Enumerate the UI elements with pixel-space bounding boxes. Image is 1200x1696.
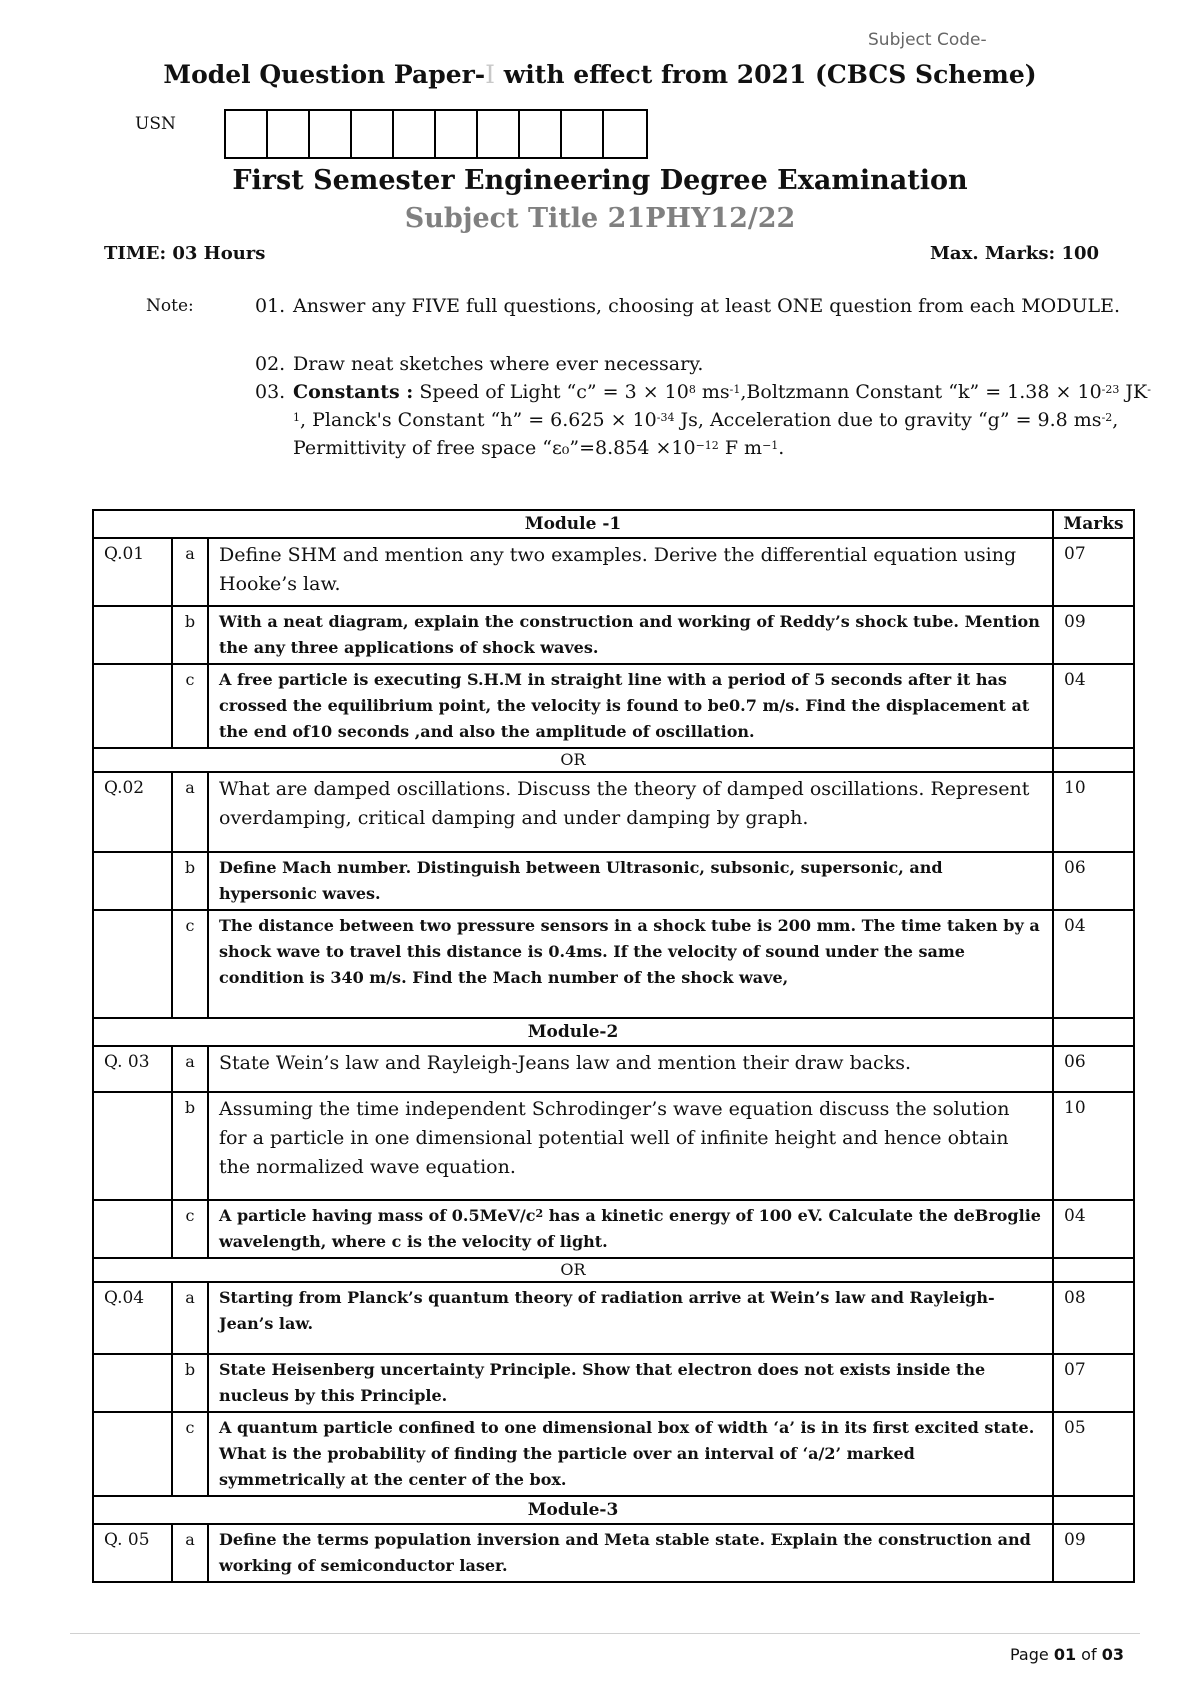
constant-gravity: Js, Acceleration due to gravity “g” = 9.8 ms (674, 409, 1102, 431)
question-marks: 07 (1053, 1354, 1134, 1412)
module-1-heading: Module -1 (93, 510, 1053, 538)
usn-digit-box (268, 111, 310, 157)
note-item-1 (255, 292, 1155, 320)
constant-boltzmann: ,Boltzmann Constant “k” = 1.38 × 10 (740, 381, 1102, 403)
page-current: 01 (1053, 1645, 1077, 1664)
marks-header-empty (1053, 1018, 1134, 1046)
marks-header-empty (1053, 1496, 1134, 1524)
question-number-empty (93, 1092, 172, 1200)
paper-title-pipe: I (485, 60, 496, 89)
question-marks: 05 (1053, 1412, 1134, 1496)
constant-speed-of-light: Speed of Light “c” = 3 × 10 (413, 381, 689, 403)
table-row (93, 1282, 1134, 1354)
table-row (93, 1200, 1134, 1258)
marks-header: Marks (1053, 510, 1134, 538)
module-3-heading: Module-3 (93, 1496, 1053, 1524)
question-number-empty (93, 852, 172, 910)
unit-text: JK (1119, 381, 1148, 403)
superscript: -1 (293, 383, 1151, 424)
usn-digit-box (562, 111, 604, 157)
question-part: a (172, 538, 208, 606)
question-marks: 09 (1053, 606, 1134, 664)
usn-digit-box (604, 111, 646, 157)
question-part: b (172, 606, 208, 664)
paper-title-part1: Model Question Paper- (163, 60, 486, 89)
table-row (93, 606, 1134, 664)
question-part: a (172, 1046, 208, 1092)
constants-label: Constants : (293, 381, 414, 403)
max-marks: Max. Marks: 100 (930, 243, 1100, 264)
exam-title: First Semester Engineering Degree Examination (232, 165, 968, 196)
module-2-heading: Module-2 (93, 1018, 1053, 1046)
usn-digit-box (352, 111, 394, 157)
unit-text: ms (695, 381, 730, 403)
table-row (93, 772, 1134, 852)
usn-digit-box (310, 111, 352, 157)
or-marks-empty (1053, 1258, 1134, 1282)
question-number-empty (93, 1200, 172, 1258)
paper-title (0, 60, 1200, 89)
note-item-3 (255, 378, 1155, 462)
question-part: b (172, 852, 208, 910)
question-number: Q. 03 (93, 1046, 172, 1092)
note-item-3-text (293, 378, 1155, 462)
table-row (93, 538, 1134, 606)
superscript: -1 (729, 383, 741, 396)
question-number: Q. 05 (93, 1524, 172, 1582)
question-text: State Heisenberg uncertainty Principle. Show that electron does not exists inside the nucleus by this Principle. (208, 1354, 1053, 1412)
question-marks: 06 (1053, 852, 1134, 910)
question-marks: 04 (1053, 664, 1134, 748)
usn-digit-box (226, 111, 268, 157)
question-text: Assuming the time independent Schrodinger’s wave equation discuss the solution for a particle in one dimensional potential well of infinite height and hence obtain the normalized wave equation. (208, 1092, 1053, 1200)
question-number-empty (93, 1412, 172, 1496)
question-text: What are damped oscillations. Discuss the theory of damped oscillations. Represent overdamping, critical damping and under damping by graph. (208, 772, 1053, 852)
table-row (93, 910, 1134, 1018)
or-row (93, 1258, 1134, 1282)
time-label: TIME: 03 Hours (104, 243, 266, 264)
question-text: The distance between two pressure sensors in a shock tube is 200 mm. The time taken by a shock wave to travel this distance is 0.4ms. If the velocity of sound under the same condition is 340 m/s. Find the Mach number of the shock wave, (208, 910, 1053, 1018)
module-header-row (93, 1018, 1134, 1046)
superscript: -2 (1101, 411, 1113, 424)
note-item-3-number: 03. (255, 381, 286, 403)
paper-title-part2: with effect from 2021 (CBCS Scheme) (495, 60, 1037, 89)
question-part: a (172, 772, 208, 852)
usn-boxes (224, 109, 648, 159)
superscript: 2 (535, 1207, 544, 1220)
note-item-1-number: 01. (255, 295, 286, 317)
question-number: Q.02 (93, 772, 172, 852)
question-text: Define SHM and mention any two examples. Derive the differential equation using Hooke’s law. (208, 538, 1053, 606)
superscript: -34 (656, 411, 675, 424)
table-row (93, 1412, 1134, 1496)
constant-permittivity: , Permittivity of free space “ε₀”=8.854 ×10 (293, 409, 1119, 459)
question-text-part: has a kinetic energy of 100 eV. Calculate the deBroglie wavelength, where c is the velocity of light. (219, 1206, 1041, 1251)
question-text (208, 1200, 1053, 1258)
question-marks: 04 (1053, 1200, 1134, 1258)
question-text: A free particle is executing S.H.M in straight line with a period of 5 seconds after it has crossed the equilibrium point, the velocity is found to be0.7 m/s. Find the displacement at the end of10 seconds ,and also the amplitude of oscillation. (208, 664, 1053, 748)
constant-planck: , Planck's Constant “h” = 6.625 × 10 (300, 409, 657, 431)
superscript: −1 (762, 439, 779, 452)
usn-label: USN (135, 114, 176, 134)
question-part: c (172, 1200, 208, 1258)
footer-divider (70, 1633, 1140, 1634)
or-marks-empty (1053, 748, 1134, 772)
note-item-2-number: 02. (255, 353, 286, 375)
page-number (1010, 1645, 1124, 1664)
question-number: Q.01 (93, 538, 172, 606)
question-text: Define the terms population inversion and Meta stable state. Explain the construction and working of semiconductor laser. (208, 1524, 1053, 1582)
question-number-empty (93, 664, 172, 748)
table-row (93, 1046, 1134, 1092)
usn-digit-box (520, 111, 562, 157)
question-text: Starting from Planck’s quantum theory of radiation arrive at Wein’s law and Rayleigh-Jean’s law. (208, 1282, 1053, 1354)
question-number-empty (93, 606, 172, 664)
question-part: c (172, 910, 208, 1018)
question-part: c (172, 664, 208, 748)
question-number: Q.04 (93, 1282, 172, 1354)
question-part: c (172, 1412, 208, 1496)
question-part: b (172, 1354, 208, 1412)
table-row (93, 1092, 1134, 1200)
module-header-row (93, 1496, 1134, 1524)
usn-digit-box (436, 111, 478, 157)
question-text-part: A particle having mass of 0.5MeV/c (219, 1206, 536, 1225)
table-row (93, 1354, 1134, 1412)
subject-title: Subject Title 21PHY12/22 (404, 203, 796, 234)
question-marks: 04 (1053, 910, 1134, 1018)
question-part: b (172, 1092, 208, 1200)
question-part: a (172, 1524, 208, 1582)
question-text: A quantum particle confined to one dimensional box of width ‘a’ is in its first excited state. What is the probability of finding the particle over an interval of ‘a/2’ marked symmetrically at the center of the box. (208, 1412, 1053, 1496)
question-text: Define Mach number. Distinguish between Ultrasonic, subsonic, supersonic, and hypersonic waves. (208, 852, 1053, 910)
table-row (93, 852, 1134, 910)
note-item-2-text: Draw neat sketches where ever necessary. (293, 353, 704, 375)
page-prefix: Page (1010, 1645, 1054, 1664)
question-number-empty (93, 910, 172, 1018)
question-text: State Wein’s law and Rayleigh-Jeans law and mention their draw backs. (208, 1046, 1053, 1092)
question-number-empty (93, 1354, 172, 1412)
unit-text: F m (718, 437, 763, 459)
table-row (93, 1524, 1134, 1582)
usn-digit-box (478, 111, 520, 157)
module-header-row (93, 510, 1134, 538)
question-marks: 09 (1053, 1524, 1134, 1582)
superscript: -23 (1101, 383, 1120, 396)
question-part: a (172, 1282, 208, 1354)
note-label: Note: (146, 296, 194, 316)
question-marks: 10 (1053, 1092, 1134, 1200)
question-text: With a neat diagram, explain the construction and working of Reddy’s shock tube. Mention the any three applications of shock waves. (208, 606, 1053, 664)
usn-digit-box (394, 111, 436, 157)
punctuation: . (778, 437, 785, 459)
question-marks: 08 (1053, 1282, 1134, 1354)
subject-code: Subject Code- (868, 30, 987, 50)
table-row (93, 664, 1134, 748)
or-divider: OR (93, 1258, 1053, 1282)
note-item-2 (255, 350, 1155, 378)
note-item-1-text: Answer any FIVE full questions, choosing at least ONE question from each MODULE. (293, 295, 1121, 317)
page-total: 03 (1101, 1645, 1124, 1664)
question-marks: 07 (1053, 538, 1134, 606)
superscript: 8 (688, 383, 696, 396)
or-row (93, 748, 1134, 772)
question-marks: 06 (1053, 1046, 1134, 1092)
question-marks: 10 (1053, 772, 1134, 852)
superscript: −12 (695, 439, 719, 452)
question-table (92, 509, 1135, 1583)
page-of: of (1076, 1645, 1102, 1664)
or-divider: OR (93, 748, 1053, 772)
